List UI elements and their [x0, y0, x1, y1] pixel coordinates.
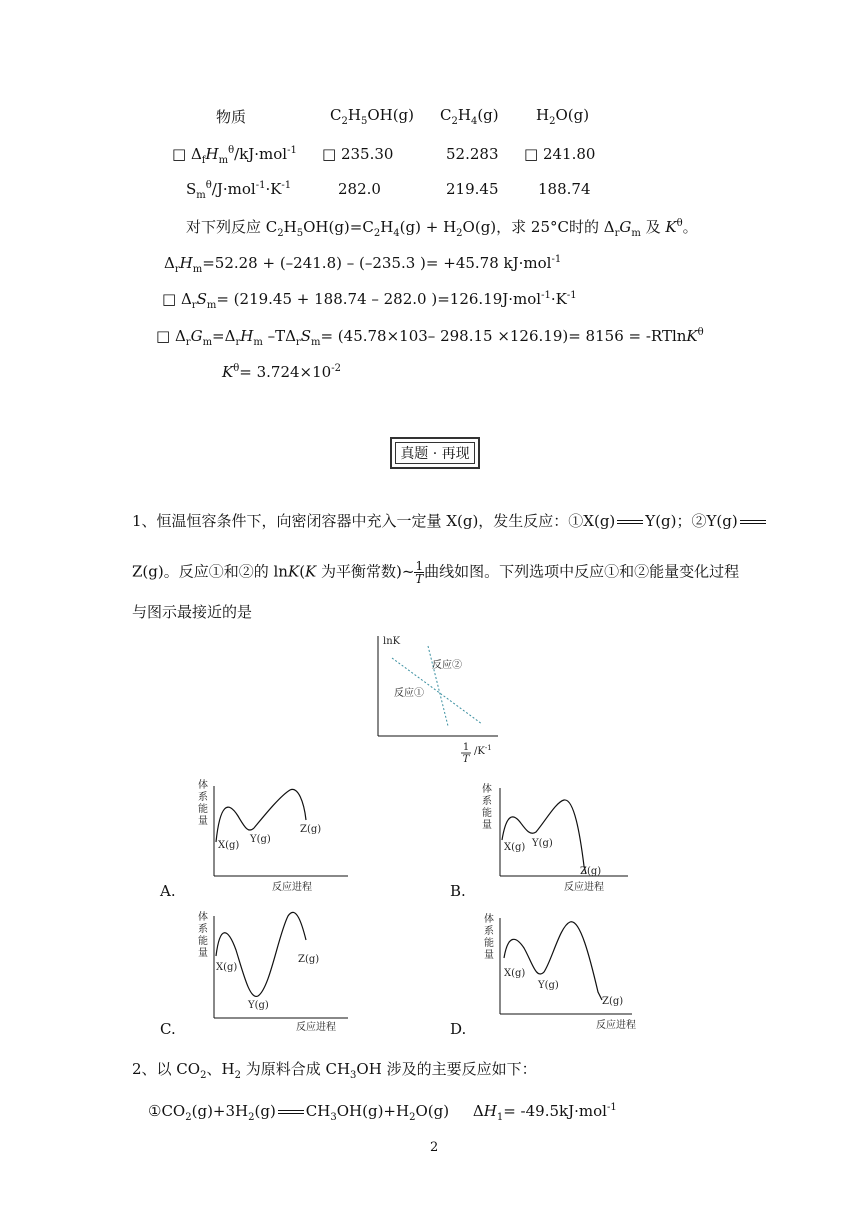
option-d-xlabel: 反应进程 — [596, 1020, 636, 1031]
option-c-z-label: Z(g) — [298, 954, 320, 965]
reaction2-label: 反应② — [432, 660, 462, 671]
option-c-ylabel-4: 量 — [198, 948, 208, 959]
q1-line2: Z(g)。反应①和②的 lnK(K 为平衡常数)~ $\frac{1}{T}$ 曲线如图。下列选项中反应①和②能量变化过程 — [132, 559, 740, 586]
option-b-y-label: Y(g) — [532, 838, 553, 849]
equilibrium-arrow-icon — [617, 517, 643, 527]
table-header-ethylene: $C_2H_4(g)$ — [440, 106, 499, 127]
option-d-ylabel-3: 能 — [484, 938, 494, 949]
solution-gibbs: □ $\Delta_rG_m=\Delta_rH_m$ $-T\Delta_rS_m= (45.78\times 103-$ 298.15 ×126.19)= 8156 = -RTlnK$^\theta$ — [156, 327, 704, 348]
reaction1-label: 反应① — [394, 688, 424, 699]
q1-line3: 与图示最接近的是 — [132, 603, 253, 621]
option-c-ylabel-1: 体 — [198, 912, 208, 923]
section-title: 真题 · 再现 — [395, 442, 475, 464]
option-b-ylabel-4: 量 — [482, 820, 492, 831]
option-d-plot — [478, 908, 638, 1031]
option-c-plot — [192, 906, 352, 1033]
option-d-ylabel-4: 量 — [484, 950, 494, 961]
option-c-ylabel-3: 能 — [198, 936, 208, 947]
option-d-letter: D. — [450, 1020, 467, 1038]
option-a-y-label: Y(g) — [250, 834, 271, 845]
table-row1-ethylene: 52.283 — [446, 145, 499, 163]
lnk-plot-frac-den: T — [462, 754, 470, 765]
option-c-curve — [216, 912, 306, 996]
option-d-ylabel-2: 系 — [484, 926, 494, 937]
lnk-plot-xlabel: $/K^{-1}$ — [474, 744, 492, 757]
table-row1-water: □ 241.80 — [524, 145, 596, 163]
option-b-curve — [502, 800, 586, 874]
q2-equation1: $①CO_2(g)+3H_2(g)$ $CH_3OH(g)+H_2O(g)$ $\Delta H_1= -49.5kJ\cdot mol^{-1}$ — [148, 1102, 617, 1123]
option-b-letter: B. — [450, 882, 466, 900]
inverse-t-fraction: $\frac{1}{T}$ — [415, 559, 424, 586]
lnk-plot — [370, 628, 505, 766]
table-row1-ethanol: □ 235.30 — [322, 145, 394, 163]
page-number: 2 — [430, 1140, 439, 1155]
table-row2-water: 188.74 — [538, 180, 591, 198]
option-d-x-label: X(g) — [504, 968, 526, 979]
option-b-x-label: X(g) — [504, 842, 526, 853]
option-b-ylabel-1: 体 — [482, 784, 492, 795]
table-row1-label: □ $\Delta_fH_m^\theta/kJ\cdot mol^{-1}$ — [172, 145, 297, 166]
option-c-ylabel-2: 系 — [198, 924, 208, 935]
option-b-z-label: Z(g) — [580, 866, 602, 877]
solution-k: $K^\theta= 3.724\times 10^{-2}$ — [222, 363, 341, 381]
section-title-box — [390, 437, 480, 469]
option-a-letter: A. — [160, 882, 176, 900]
table-header-water: $H_2O(g)$ — [536, 106, 590, 127]
option-a-x-label: X(g) — [218, 840, 240, 851]
lnk-plot-ylabel: lnK — [383, 636, 401, 647]
option-c-y-label: Y(g) — [248, 1000, 269, 1011]
option-c-letter: C. — [160, 1020, 176, 1038]
table-row2-ethanol: 282.0 — [338, 180, 381, 198]
solution-entropy: □ $\Delta_rS_m= (219.45 + 188.74 - 282.0$ )$=126.19J\cdot mol^{-1}\cdot K^{-1}$ — [162, 290, 577, 311]
table-header-ethanol: $C_2H_5OH(g)$ — [330, 106, 415, 127]
option-c-xlabel: 反应进程 — [296, 1022, 336, 1033]
option-b-ylabel-3: 能 — [482, 808, 492, 819]
option-b-ylabel-2: 系 — [482, 796, 492, 807]
option-a-ylabel-1: 体 — [198, 780, 208, 791]
option-a-ylabel-3: 能 — [198, 804, 208, 815]
option-c-x-label: X(g) — [216, 962, 238, 973]
option-d-y-label: Y(g) — [538, 980, 559, 991]
table-row2-label: $S_m^\theta/J\cdot mol^{-1}\cdot K^{-1}$ — [186, 180, 292, 201]
option-a-plot — [192, 772, 352, 893]
table-row2-ethylene: 219.45 — [446, 180, 499, 198]
q1-line1: 1、恒温恒容条件下，向密闭容器中充入一定量 X(g)，发生反应：①X(g) Y(g)；②Y(g) — [132, 510, 768, 531]
table-header-substance: 物质 — [216, 108, 247, 126]
equilibrium-arrow-icon — [740, 517, 766, 527]
question-intro: 对下列反应 $C_2H_5OH(g)=C_2H_4(g) + H_2O(g)$，求 25°C时的 $\Delta_rG_m$ 及 $K^\theta$。 — [186, 218, 698, 239]
option-d-ylabel-1: 体 — [484, 914, 494, 925]
solution-enthalpy: $\Delta_rH_m=52.28 + (-241.8) - (-235.3$ )= +45.78 kJ·mol$^{-1}$ — [164, 254, 562, 275]
option-d-z-label: Z(g) — [602, 996, 624, 1007]
lnk-plot-frac-num: 1 — [462, 742, 470, 753]
option-a-z-label: Z(g) — [300, 824, 322, 835]
equilibrium-arrow-icon — [278, 1107, 304, 1117]
option-a-ylabel-4: 量 — [198, 816, 208, 827]
option-b-xlabel: 反应进程 — [564, 882, 604, 893]
q2-line1: 2、以 $CO_2$、$H_2$ 为原料合成 $CH_3OH$ 涉及的主要反应如下： — [132, 1060, 537, 1081]
option-a-xlabel: 反应进程 — [272, 882, 312, 893]
option-a-ylabel-2: 系 — [198, 792, 208, 803]
option-b-plot — [478, 778, 638, 893]
